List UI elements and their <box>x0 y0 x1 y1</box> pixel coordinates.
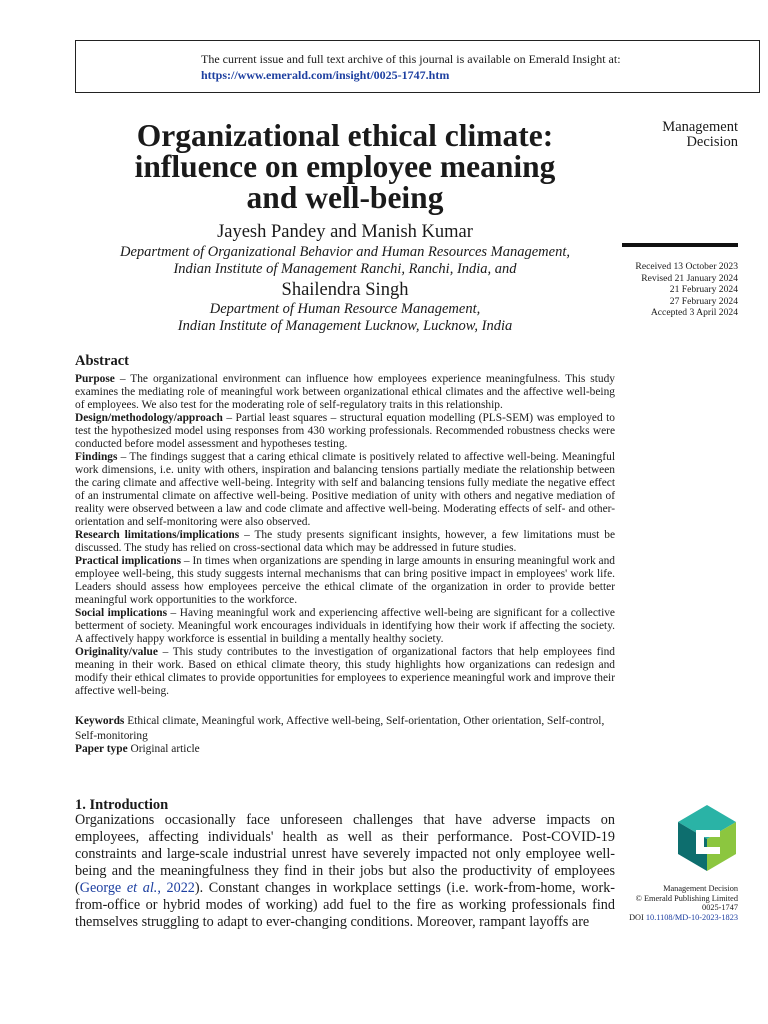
citation-link[interactable] <box>80 880 195 896</box>
title-line2: influence on employee meaning <box>134 149 556 184</box>
emerald-logo-icon <box>676 803 738 873</box>
abstract-purpose <box>75 373 615 412</box>
abstract-heading: Abstract <box>75 353 129 369</box>
doi-link[interactable]: 10.1108/MD-10-2023-1823 <box>645 912 738 922</box>
paper-type <box>75 743 200 755</box>
footer-journal: Management Decision <box>663 884 738 893</box>
footer-doi <box>629 913 738 923</box>
banner-url-link[interactable]: https://www.emerald.com/insight/0025-1747.htm <box>201 68 450 82</box>
abstract-text: – Having meaningful work and experiencing affective well-being are significant for a collective betterment of society. Meaningful work encourages individuals in identifying how their work if affecting the society. A affectively happy workforce is essential in building a mentally healthy society. <box>75 607 615 645</box>
doi-label: DOI <box>629 912 646 922</box>
affiliation-2-line1: Department of Human Resource Management, <box>209 301 481 317</box>
submission-dates <box>635 261 738 319</box>
abstract-text: – This study contributes to the investigation of organizational factors that help employees find meaning in their work. Based on ethical climate theory, this study highlights how organizations can redesign and modify their ethical climates to provide opportunities for employees to experience meaningful work and improve their affective well-being. <box>75 646 615 697</box>
abstract-body <box>75 373 615 698</box>
paper-type-label: Paper type <box>75 743 128 755</box>
authors-group-1: Jayesh Pandey and Manish Kumar <box>217 222 473 242</box>
section-heading-introduction: 1. Introduction <box>75 797 169 813</box>
keywords-label: Keywords <box>75 715 125 727</box>
abstract-social <box>75 607 615 646</box>
affiliation-2-line2: Indian Institute of Management Lucknow, Lucknow, India <box>177 318 513 334</box>
article-footer-info <box>629 884 738 922</box>
abstract-label: Design/methodology/approach <box>75 412 223 424</box>
authors-group-2: Shailendra Singh <box>281 280 409 300</box>
keywords-text: Ethical climate, Meaningful work, Affective well-being, Self-orientation, Other orientation, Self-control, Self-monitoring <box>75 715 605 742</box>
abstract-text: – In times when organizations are spending in large amounts in ensuring meaningful work and employee well-being, this study suggests internal mechanisms that can bring positive impact in employees' work life. Leaders should assess how employees perceive the ethical climate of the organization in order to provide better meaningful work opportunities to the workforce. <box>75 555 615 606</box>
abstract-label: Research limitations/implications <box>75 529 240 541</box>
date-received: Received 13 October 2023 <box>635 261 738 272</box>
date-revised-3: 27 February 2024 <box>669 295 738 307</box>
date-revised: Revised 21 January 2024 <box>641 272 738 284</box>
abstract-text: – The findings suggest that a caring ethical climate is positively related to affective well-being. Meaningful work dimensions, i.e. unity with others, inspiration and balancing tensions partially mediate the relationship between the caring climate and affective well-being. Integrity with self and balancing tensions fully mediate the negative effect of an instrumental climate on affective well-being. Positive mediation of unity with others and negative mediation of reality were observed between a law and code climate and affective well-being. Moderating effects of self- and other-orientation and self-monitoring were also observed. <box>75 451 615 528</box>
journal-availability-banner <box>75 40 760 93</box>
journal-name <box>662 120 738 150</box>
paper-type-text: Original article <box>127 743 200 755</box>
date-accepted: Accepted 3 April 2024 <box>650 307 738 318</box>
abstract-originality <box>75 646 615 698</box>
date-revised-2: 21 February 2024 <box>669 284 738 295</box>
paper-title <box>75 120 615 213</box>
side-divider <box>622 243 738 247</box>
affiliation-1-line2: Indian Institute of Management Ranchi, Ranchi, India, and <box>173 261 517 277</box>
affiliation-1 <box>75 244 615 278</box>
abstract-label: Practical implications <box>75 555 182 567</box>
journal-name-line1: Management <box>662 119 738 135</box>
abstract-practical <box>75 555 615 607</box>
intro-text-b: ). Constant changes in workplace settings (i.e. work-from-home, work-from-office or hybrid modes of working) add fuel to the fire as working professionals find themselves struggling to adapt to ever-changing conditions. Moreover, rampant layoffs are <box>75 880 616 930</box>
introduction-paragraph <box>75 812 615 931</box>
citation-etal: et al. <box>126 880 158 896</box>
abstract-label: Findings <box>75 451 118 463</box>
banner-text: The current issue and full text archive of this journal is available on Emerald Insight at: <box>201 52 621 66</box>
keywords <box>75 714 615 743</box>
abstract-label: Purpose <box>75 373 115 385</box>
affiliation-2 <box>75 301 615 335</box>
footer-issn: 0025-1747 <box>702 903 738 913</box>
abstract-label: Social implications <box>75 607 168 619</box>
affiliation-1-line1: Department of Organizational Behavior and Human Resources Management, <box>120 244 570 260</box>
abstract-limitations <box>75 529 615 555</box>
abstract-text: – The study presents significant insights, however, a few limitations must be discussed. The study has relied on cross-sectional data which may be addressed in future studies. <box>75 529 616 554</box>
intro-text-a: Organizations occasionally face unforeseen challenges that have adverse impacts on employees, affecting individuals' health as well as their performance. Post-COVID-19 constraints and large-scale industrial unrest have severely impacted not only employee well-being and the meaningfulness they find in their jobs but also the productivity of employees ( <box>75 812 615 896</box>
title-line1: Organizational ethical climate: <box>136 118 554 153</box>
footer-copyright: © Emerald Publishing Limited <box>635 893 738 903</box>
abstract-design <box>75 412 615 451</box>
abstract-text: – The organizational environment can influence how employees experience meaningfulness. This study examines the mediating role of meaningful work between organizational ethical climates and the affective well-being of employees. We also test for the moderating role of self-regulatory traits in this relationship. <box>75 373 615 411</box>
abstract-findings <box>75 451 615 529</box>
abstract-text: – Partial least squares – structural equation modelling (PLS-SEM) was employed to test the hypothesized model using responses from 430 working professionals. Recommended robustness checks were conducted before model assessment and hypotheses testing. <box>75 412 615 450</box>
citation-author: George <box>79 880 127 896</box>
journal-name-line2: Decision <box>686 134 738 150</box>
citation-year: , 2022 <box>157 880 195 896</box>
abstract-label: Originality/value <box>75 646 158 658</box>
title-line3: and well-being <box>246 180 444 215</box>
